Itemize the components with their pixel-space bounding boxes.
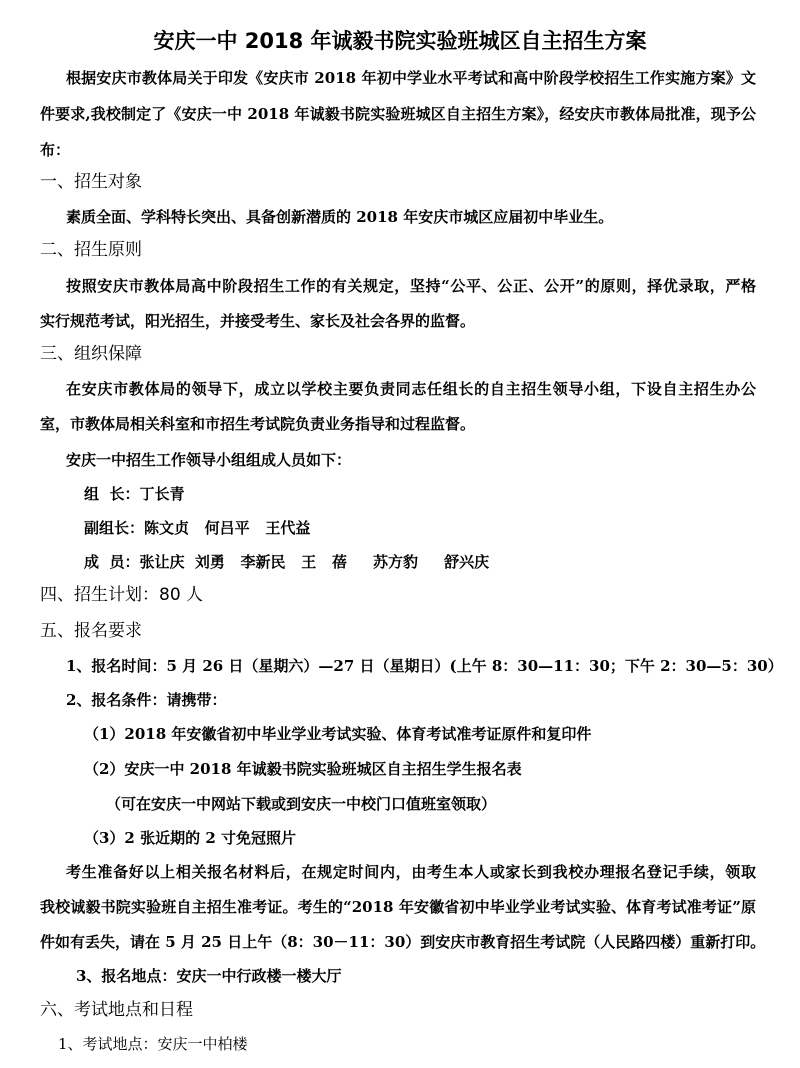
registration-note-line-3: 件如有丢失，请在 5 月 25 日上午（8：30－11：30）到安庆市教育招生考试院（人民路四楼）重新打印。 [40,933,766,951]
section-2-body-line-1: 按照安庆市教体局高中阶段招生工作的有关规定，坚持“公平、公正、公开”的原则，择优录取，严格 [66,277,756,295]
section-heading-1: 一、招生对象 [40,172,142,192]
section-3-body-line-2: 室，市教体局相关科室和市招生考试院负责业务指导和过程监督。 [40,415,476,433]
condition-item-3: （3）2 张近期的 2 寸免冠照片 [84,829,296,847]
section-heading-3: 三、组织保障 [40,344,142,364]
section-heading-2: 二、招生原则 [40,240,142,260]
page-title: 安庆一中 2018 年诚毅书院实验班城区自主招生方案 [153,29,647,53]
condition-item-2-note: （可在安庆一中网站下载或到安庆一中校门口值班室领取） [106,795,497,813]
section-2-body-line-2: 实行规范考试，阳光招生，并接受考生、家长及社会各界的监督。 [40,312,476,330]
registration-note-line-1: 考生准备好以上相关报名材料后，在规定时间内，由考生本人或家长到我校办理报名登记手续，领取 [66,863,756,881]
intro-line-3: 布： [40,141,71,159]
registration-conditions: 2、报名条件：请携带： [66,691,227,709]
section-heading-6: 六、考试地点和日程 [40,1000,193,1020]
exam-location: 1、考试地点：安庆一中柏楼 [58,1035,248,1053]
section-heading-4: 四、招生计划：80 人 [40,585,204,605]
registration-time: 1、报名时间：5 月 26 日（星期六）—27 日（星期日）(上午 8：30—11：30；下午 2：30—5：30） [66,657,783,675]
condition-item-2: （2）安庆一中 2018 年诚毅书院实验班城区自主招生学生报名表 [84,760,522,778]
section-1-body: 素质全面、学科特长突出、具备创新潜质的 2018 年安庆市城区应届初中毕业生。 [66,208,614,226]
registration-location: 3、报名地点：安庆一中行政楼一楼大厅 [76,967,342,985]
group-leader: 组 长：丁长青 [84,485,185,503]
intro-line-2: 件要求,我校制定了《安庆一中 2018 年诚毅书院实验班城区自主招生方案》，经安庆市教体局批准，现予公 [40,105,756,123]
group-deputy: 副组长：陈文贞 何吕平 王代益 [84,519,311,537]
members-intro: 安庆一中招生工作领导小组组成人员如下： [66,451,352,469]
intro-line-1: 根据安庆市教体局关于印发《安庆市 2018 年初中学业水平考试和高中阶段学校招生工作实施方案》文 [66,69,756,87]
section-heading-5: 五、报名要求 [40,621,142,641]
registration-note-line-2: 我校诚毅书院实验班自主招生准考证。考生的“2018 年安徽省初中毕业学业考试实验、体育考试准考证”原 [40,898,756,916]
condition-item-1: （1）2018 年安徽省初中毕业学业考试实验、体育考试准考证原件和复印件 [84,725,592,743]
group-members: 成 员：张让庆 刘勇 李新民 王 蓓 苏方豹 舒兴庆 [84,553,490,571]
section-3-body-line-1: 在安庆市教体局的领导下，成立以学校主要负责同志任组长的自主招生领导小组，下设自主招生办公 [66,380,756,398]
